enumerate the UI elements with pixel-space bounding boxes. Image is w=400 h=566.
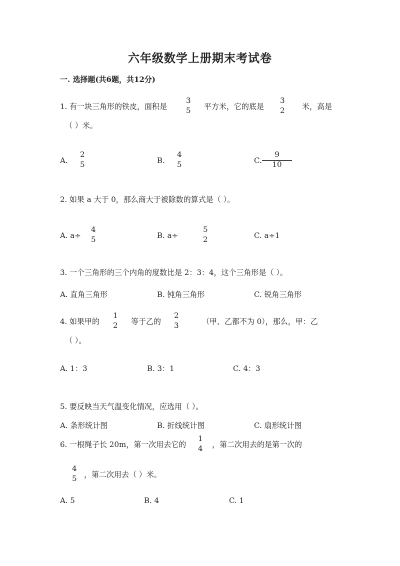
q6-option-a[interactable]: A. 5 [60,496,75,505]
q6-text-b: ，第二次用去的是第一次的 [212,440,302,449]
q2-option-a[interactable]: A. a÷ [60,231,81,240]
q1-text-d: （ ）米。 [65,121,98,130]
frac-denominator: 2 [280,106,285,116]
q1-option-c-fraction [262,151,292,169]
frac-denominator: 2 [203,235,208,245]
frac-numerator: 4 [177,150,182,159]
frac-numerator: 3 [186,96,191,105]
frac-denominator: 5 [80,160,85,170]
q1-text-c: 米，高是 [302,102,332,111]
q4-text-b: 等于乙的 [131,317,161,326]
q6-fraction-first [197,435,204,453]
frac-numerator: 4 [91,225,96,234]
page-title: 六年级数学上册期末考试卷 [128,51,272,65]
frac-denominator: 2 [113,321,118,331]
frac-denominator: 5 [177,160,182,170]
q6-text-a: 6. 一根绳子长 20m，第一次用去它的 [60,440,187,449]
q1-text-a: 1. 有一块三角形的铁皮，面积是 [60,102,168,111]
q1-option-b-fraction [176,151,183,169]
q3-option-a[interactable]: A. 直角三角形 [60,290,108,299]
q4-option-c[interactable]: C. 4：3 [233,364,261,373]
q4-fraction-yi [173,312,180,330]
q5-text: 5. 要反映当天气温变化情况，应选用（ ）。 [60,402,204,411]
q1-fraction-base [279,97,286,115]
q3-text: 3. 一个三角形的三个内角的度数比是 2：3：4，这个三角形是（ ）。 [60,268,288,277]
q1-option-c[interactable]: C. [254,156,262,165]
frac-denominator: 5 [91,235,96,245]
frac-denominator: 10 [272,160,282,170]
q5-option-c[interactable]: C. 扇形统计图 [254,421,302,430]
frac-numerator: 2 [174,311,179,320]
q4-text-a: 4. 如果甲的 [60,317,100,326]
frac-numerator: 1 [198,434,203,443]
frac-denominator: 5 [186,106,191,116]
q4-fraction-jia [112,312,119,330]
q3-option-c[interactable]: C. 锐角三角形 [254,290,302,299]
frac-numerator: 5 [203,225,208,234]
q1-text-b: 平方米，它的底是 [204,102,264,111]
q6-option-b[interactable]: B. 4 [144,496,160,505]
q1-option-a-fraction [79,151,86,169]
q4-option-a[interactable]: A. 1：3 [60,364,88,373]
frac-numerator: 4 [72,464,77,473]
q6-option-c[interactable]: C. 1 [229,496,245,505]
q5-option-b[interactable]: B. 折线统计图 [157,421,205,430]
q1-option-b[interactable]: B. [157,156,165,165]
q2-option-a-fraction [90,226,97,244]
q2-option-b-fraction [202,226,209,244]
frac-denominator: 3 [174,321,179,331]
q4-option-b[interactable]: B. 3：1 [147,364,175,373]
q4-text-d: （ ）。 [65,336,87,345]
q6-text-c: ，第二次用去（ ）米。 [84,470,162,479]
section-heading: 一. 选择题(共6题，共12分) [60,75,156,84]
q2-text: 2. 如果 a 大于 0，那么商大于被除数的算式是（ ）。 [60,195,235,204]
frac-numerator: 9 [274,150,280,159]
q6-fraction-second [71,465,78,483]
q4-text-c: （甲、乙都不为 0），那么，甲：乙 [202,317,318,326]
q1-fraction-area [185,97,192,115]
frac-numerator: 2 [80,150,85,159]
frac-numerator: 1 [113,311,118,320]
frac-numerator: 3 [280,96,285,105]
q2-option-c[interactable]: C. a÷1 [254,231,280,240]
q5-option-a[interactable]: A. 条形统计图 [60,421,108,430]
frac-denominator: 5 [72,474,77,484]
q2-option-b[interactable]: B. a÷ [157,231,179,240]
q3-option-b[interactable]: B. 钝角三角形 [157,290,205,299]
frac-denominator: 4 [198,444,203,454]
q1-option-a[interactable]: A. [60,156,68,165]
